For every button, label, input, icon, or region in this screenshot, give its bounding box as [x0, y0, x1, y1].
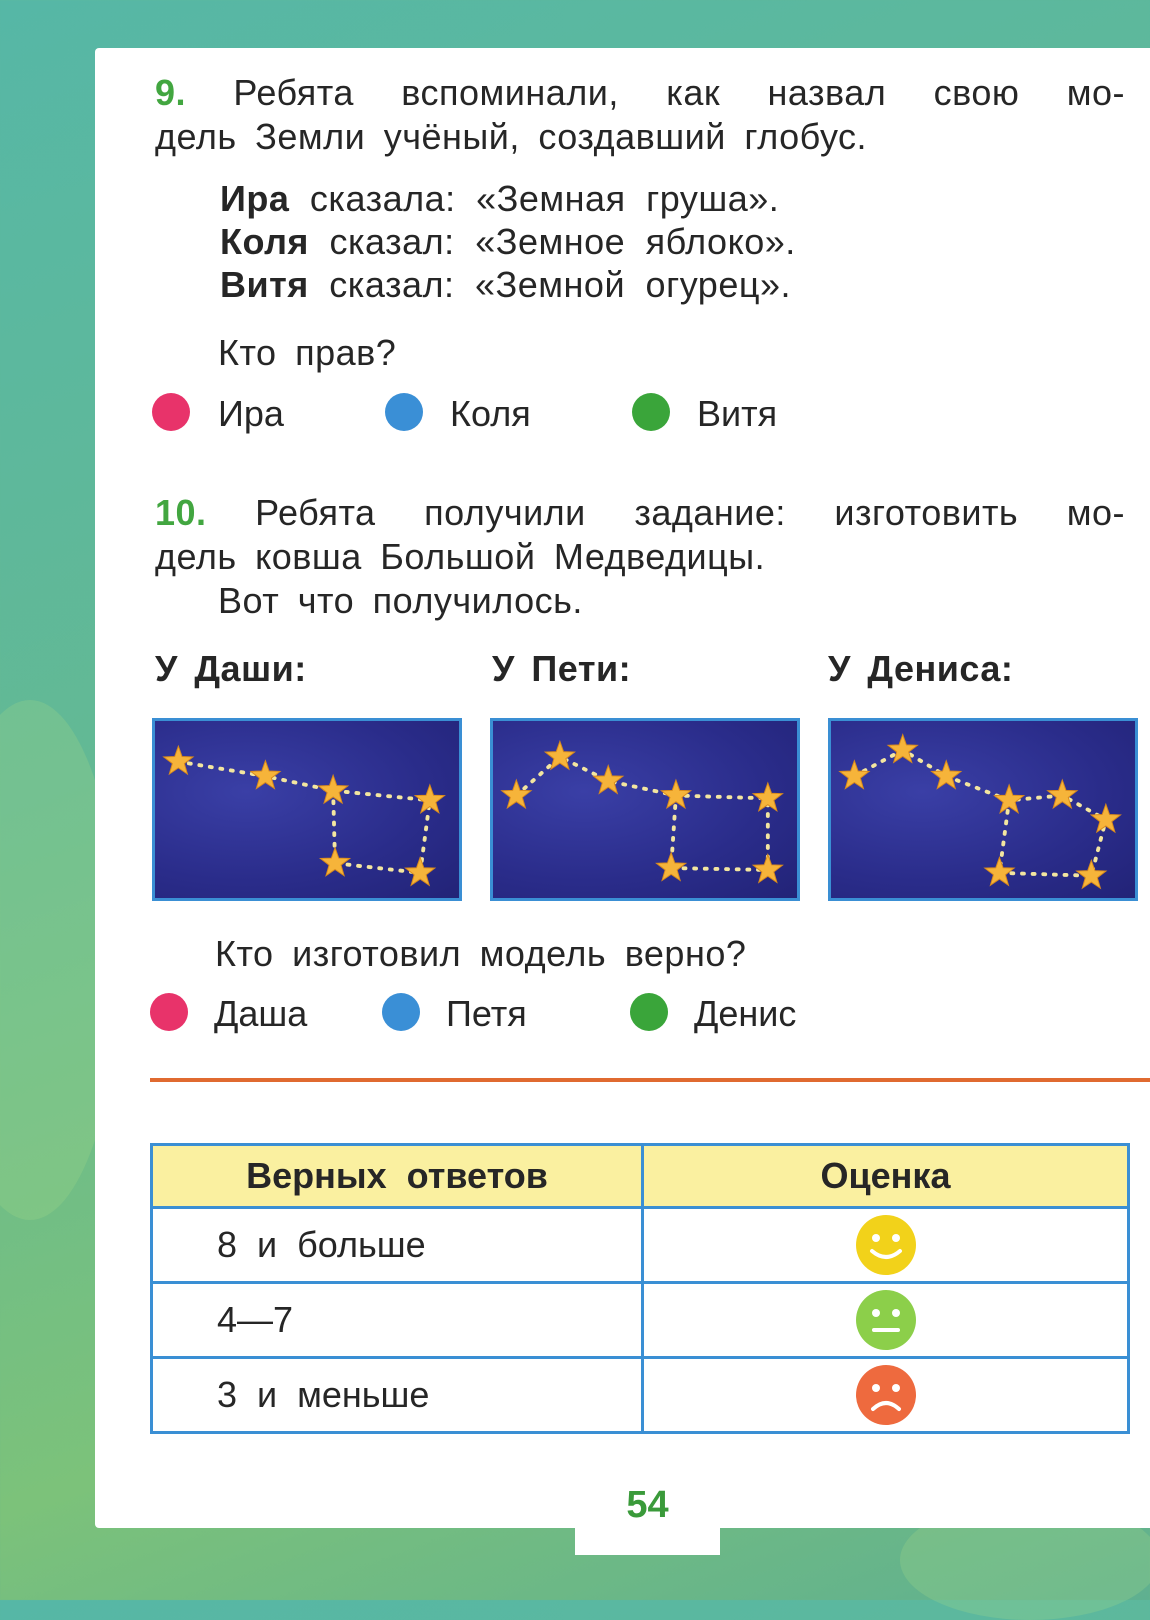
star-icon — [1077, 860, 1106, 888]
star-icon — [840, 761, 869, 789]
task10-number: 10. — [155, 492, 207, 533]
model-panel-denis — [828, 718, 1138, 901]
statement-kolya: Коля сказал: «Земное яблоко». — [220, 221, 796, 262]
star-icon — [320, 848, 349, 876]
big-dipper-model-petya — [493, 721, 797, 898]
grade-cell — [643, 1358, 1129, 1433]
star-icon — [888, 735, 917, 763]
option-dot-blue[interactable] — [385, 393, 423, 431]
table-row — [152, 1358, 1129, 1433]
page-number: 54 — [575, 1465, 720, 1555]
range-cell: 3 и меньше — [152, 1358, 643, 1433]
label-dasha: У Даши: — [155, 648, 307, 689]
range-cell: 4—7 — [152, 1283, 643, 1358]
table-row — [152, 1208, 1129, 1283]
option-ira[interactable]: Ира — [218, 393, 284, 434]
star-icon — [164, 746, 193, 774]
option-petya[interactable]: Петя — [446, 993, 527, 1034]
neutral-face-icon — [854, 1288, 918, 1352]
star-icon — [661, 780, 690, 808]
star-icon — [318, 775, 347, 803]
grade-cell — [643, 1208, 1129, 1283]
option-dasha[interactable]: Даша — [214, 993, 308, 1034]
star-icon — [405, 857, 434, 885]
option-denis[interactable]: Денис — [694, 993, 797, 1034]
range-cell: 8 и больше — [152, 1208, 643, 1283]
task10-line1: 10. Ребята получили задание: изготовить мо- — [155, 492, 1125, 533]
task9-number: 9. — [155, 72, 187, 113]
star-icon — [932, 761, 961, 789]
task10-question: Кто изготовил модель верно? — [215, 933, 747, 974]
task9-line1: 9. Ребята вспоминали, как назвал свою мо- — [155, 72, 1125, 113]
grading-header-row — [152, 1145, 1129, 1208]
star-icon — [502, 780, 531, 808]
table-row — [152, 1283, 1129, 1358]
option-dot-blue[interactable] — [382, 993, 420, 1031]
star-icon — [753, 854, 782, 882]
header-grade: Оценка — [643, 1145, 1129, 1208]
option-kolya[interactable]: Коля — [450, 393, 531, 434]
star-icon — [656, 853, 685, 881]
star-icon — [1091, 804, 1120, 832]
option-dot-green[interactable] — [632, 393, 670, 431]
model-panel-dasha — [152, 718, 462, 901]
option-dot-red[interactable] — [152, 393, 190, 431]
star-icon — [594, 765, 623, 793]
task10-line2: дель ковша Большой Медведицы. — [155, 536, 766, 577]
statement-ira: Ира сказала: «Земная груша». — [220, 178, 780, 219]
sad-face-icon — [854, 1363, 918, 1427]
big-dipper-model-denis — [831, 721, 1135, 898]
task9-question: Кто прав? — [218, 332, 397, 373]
label-petya: У Пети: — [492, 648, 632, 689]
star-icon — [994, 785, 1023, 813]
section-divider — [150, 1078, 1150, 1082]
option-dot-red[interactable] — [150, 993, 188, 1031]
task10-line3: Вот что получилось. — [218, 580, 583, 621]
big-dipper-model-dasha — [155, 721, 459, 898]
task9-line2: дель Земли учёный, создавший глобус. — [155, 116, 868, 157]
star-icon — [985, 857, 1014, 885]
happy-face-icon — [854, 1213, 918, 1277]
star-icon — [1048, 780, 1077, 808]
model-panel-petya — [490, 718, 800, 901]
option-vitya[interactable]: Витя — [697, 393, 778, 434]
header-correct-answers: Верных ответов — [152, 1145, 643, 1208]
star-icon — [251, 761, 280, 789]
statement-vitya: Витя сказал: «Земной огурец». — [220, 264, 791, 305]
label-denis: У Дениса: — [828, 648, 1014, 689]
grade-cell — [643, 1283, 1129, 1358]
option-dot-green[interactable] — [630, 993, 668, 1031]
grading-table — [150, 1143, 1130, 1434]
